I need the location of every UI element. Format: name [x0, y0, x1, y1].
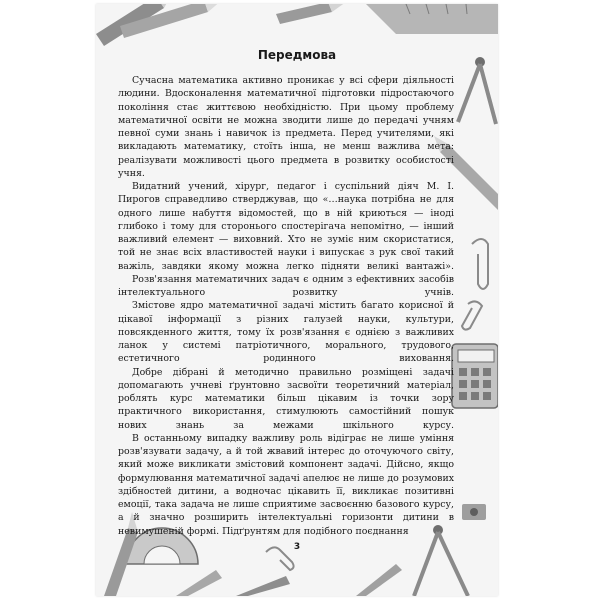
body-text	[118, 74, 454, 538]
calculator-icon	[452, 344, 498, 408]
ruler-icon	[366, 4, 498, 34]
paperclip-icon	[472, 239, 488, 289]
book-page	[96, 4, 498, 596]
sharpener-icon	[462, 504, 486, 520]
paragraph: Видатний учений, хірург, педагог і суспільний діяч М. І. Пирогов справедливо стверджував, що «…наука потрібна не для одного лише набуття відомостей, що в ній криються — іноді глибоко і тому для сторонього спостерігача непомітно, — інший важливий елемент — виховний. Хто не зуміє ним скористатися, той не знає всіх властивостей науки і випускає з рук свої такий важіль, завдяки якому можна легко підняти великі вантажі».	[118, 181, 454, 272]
paperclip-icon	[462, 301, 482, 329]
pencil-icon	[176, 570, 222, 596]
paragraph: Сучасна математика активно проникає у всі сфери діяльності людини. Вдосконалення математичної підготовки підростаючого покоління стає життєвою необхідністю. При цьому проблему математичної освіти не можна зводити лише до передачі учням певної суми знань і навичок із предмета. Перед учителями, які викладають математику, стоїть інша, не менш важлива мета: реалізувати можливості цього предмета в розвитку особистості учня.	[118, 75, 454, 179]
paragraph: Добре дібрані й методично правильно розміщені задачі допомагають учневі ґрунтовно засвоїти теоретичний матеріал, роблять курс математики більш цікавим із точки зору практичного використання, стимулюють самостійний пошук нових знань за межами шкільного курсу.	[118, 366, 454, 431]
paragraph: Змістове ядро математичної задачі містить багато корисної й цікавої інформації з різних галузей науки, культури, повсякденного життя, тому їх розв'язання є однією з важливих ланок у системі патріотичного, морального, трудового, естетичного родинного виховання.	[118, 300, 454, 365]
compass-icon	[458, 57, 496, 124]
page-title: Передмова	[257, 48, 337, 62]
pencil-icon	[236, 576, 290, 596]
pencil-icon	[276, 4, 346, 24]
paragraph: В останньому випадку важливу роль відіграє не лише уміння розв'язувати задачу, а й той жвавий інтерес до оточуючого світу, який може викликати змістовий компонент задачі. Дійсно, якщо формулювання математичної задачі апелює не лише до розумових здібностей дитини, а водночас цікавить її, викликає позитивні емоції, така задача не лише сприятиме засвоєнню базового курсу, а й значно розширить інтелектуальні горизонти дитини в невимушеній формі. Підґрунтям для подібного поєднання	[118, 432, 454, 537]
page-number: 3	[293, 542, 301, 552]
paragraph: Розв'язання математичних задач є одним з ефективних засобів інтелектуального розвитку учнів.	[118, 273, 454, 298]
pencil-icon	[356, 564, 402, 596]
